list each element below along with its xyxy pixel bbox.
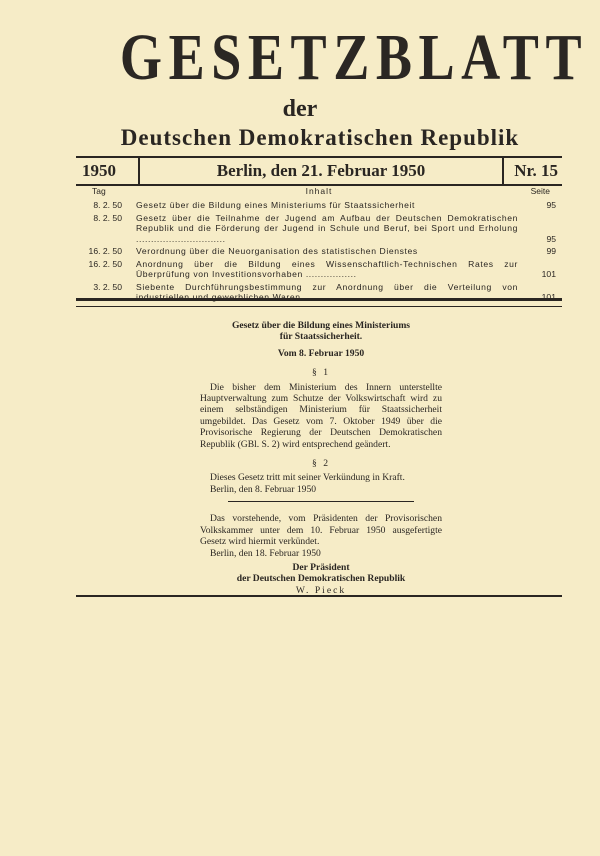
- issue-number: Nr. 15: [514, 161, 558, 180]
- masthead-der: der: [282, 96, 318, 122]
- contents-row: [76, 213, 562, 245]
- promulgation-place-date: Berlin, den 18. Februar 1950: [210, 547, 321, 559]
- contents-divider: [76, 298, 562, 307]
- contents-col-date: Tag: [92, 186, 106, 196]
- section-2-heading: § 2: [312, 458, 330, 470]
- contents-row-text: Anordnung über die Bildung eines Wissenschaftlich-Technischen Rates zur Überprüfung von Investitionsvorhaben .................: [136, 258, 518, 279]
- contents-row-date: 3. 2. 50: [93, 281, 122, 292]
- contents-header: [76, 186, 562, 198]
- contents-row-date: 16. 2. 50: [88, 246, 122, 256]
- section-1-text: Die bisher dem Ministerium des Innern unterstellte Hauptverwaltung zum Schutze der Volkswirtschaft wird zu einem selbständigen Ministerium für Staatssicherheit umgebildet. Das Gesetz vom 7. Oktober 1949 über die Provisorische Regierung der Deutschen Demokratischen Republik (GBl. S. 2) wird entsprechend geändert.: [200, 381, 442, 450]
- contents-row-date: 8. 2. 50: [93, 200, 122, 210]
- president-title: Der Präsident: [292, 561, 350, 573]
- article-title-line1: Gesetz über die Bildung eines Ministeriums: [231, 320, 411, 331]
- section-1-heading: § 1: [312, 367, 330, 379]
- president-office: der Deutschen Demokratischen Republik: [236, 573, 406, 585]
- article-end-rule: [76, 595, 562, 597]
- contents-row: [76, 246, 562, 257]
- masthead-republic: Deutschen Demokratischen Republik: [120, 125, 520, 150]
- article-title-line2: für Staatssicherheit.: [279, 331, 363, 343]
- issue-year: 1950: [82, 161, 116, 180]
- contents-row-page: 101: [541, 269, 556, 279]
- law-article: [200, 320, 442, 596]
- contents-row-date: 8. 2. 50: [93, 212, 122, 223]
- contents-heading: Inhalt: [305, 186, 333, 196]
- article-place-date: Berlin, den 8. Februar 1950: [210, 483, 317, 495]
- contents-row-page: 95: [546, 200, 556, 210]
- promulgation-text: Das vorstehende, vom Präsidenten der Provisorischen Volkskammer unter dem 10. Februar 1950 ausgefertigte Gesetz wird hiermit verkündet.: [200, 513, 442, 548]
- president-signature: W. Pieck: [295, 584, 347, 596]
- contents-row-text: Siebente Durchführungsbestimmung zur Anordnung über die Verteilung von industriellen und gewerblichen Waren ..................: [136, 281, 518, 302]
- contents-list: [76, 200, 562, 305]
- contents-row-text: Verordnung über die Neuorganisation des statistischen Dienstes: [136, 246, 418, 256]
- contents-row-text: Gesetz über die Teilnahme der Jugend am Aufbau der Deutschen Demokratischen Republik und die Förderung der Jugend in Schule und Beruf, bei Sport und Erholung ..............................: [136, 212, 518, 244]
- article-date: Vom 8. Februar 1950: [277, 347, 365, 359]
- masthead-title: GESETZBLATT: [119, 21, 589, 94]
- issue-date: Berlin, den 21. Februar 1950: [138, 158, 504, 184]
- contents-row-text: Gesetz über die Bildung eines Ministeriums für Staatssicherheit: [136, 200, 416, 210]
- contents-row: [76, 259, 562, 280]
- section-2-text: Dieses Gesetz tritt mit seiner Verkündung in Kraft.: [210, 472, 405, 484]
- contents-row-page: 99: [546, 246, 556, 256]
- contents-row-page: 95: [546, 233, 556, 244]
- contents-col-page: Seite: [530, 186, 550, 196]
- article-divider: [228, 501, 414, 502]
- contents-row: [76, 200, 562, 211]
- contents-row-page: 101: [541, 292, 556, 302]
- contents-row-date: 16. 2. 50: [88, 258, 122, 269]
- dateline-bar: [76, 156, 562, 186]
